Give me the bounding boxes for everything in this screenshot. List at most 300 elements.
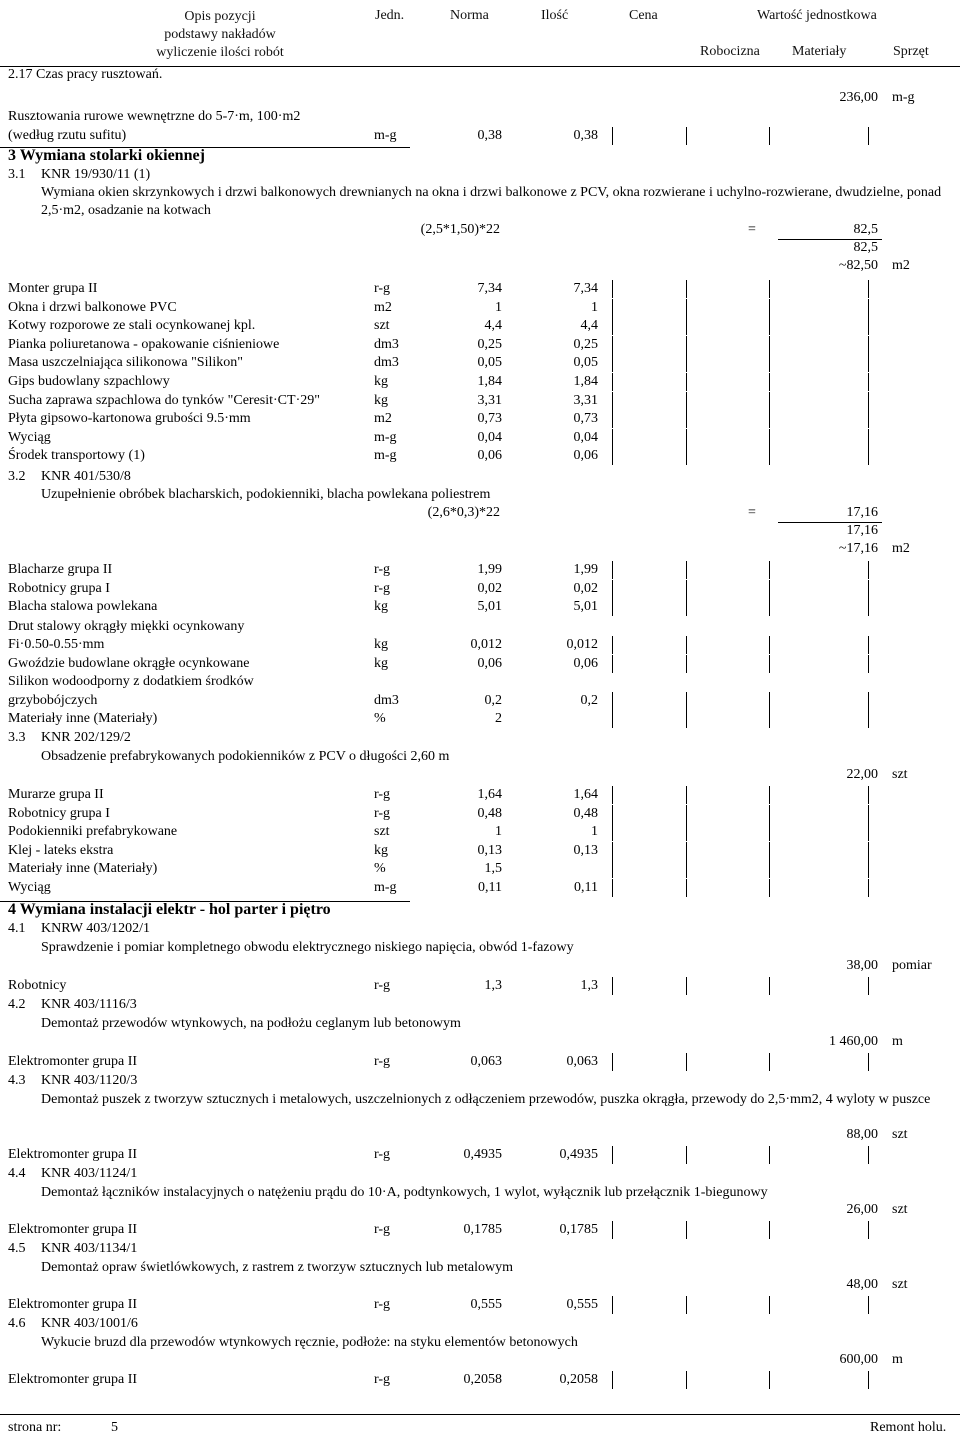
price-cell xyxy=(612,655,613,673)
item-quantity-unit: pomiar xyxy=(892,958,932,973)
table-row xyxy=(0,710,960,728)
row-unit: r-g xyxy=(374,281,391,296)
price-cell xyxy=(612,127,613,145)
price-cell xyxy=(868,786,869,804)
table-row xyxy=(0,655,960,673)
row-quantity: 0,2 xyxy=(580,693,598,708)
item-2-17: 2.17 Czas pracy rusztowań. xyxy=(8,67,163,82)
price-cell xyxy=(612,977,613,995)
row-quantity: 7,34 xyxy=(573,281,598,296)
header-materials: Materiały xyxy=(792,44,847,59)
price-cell xyxy=(868,805,869,823)
row-quantity: 0,73 xyxy=(573,411,598,427)
row-norm: 0,38 xyxy=(477,128,502,143)
table-row xyxy=(0,317,960,335)
row-label: Elektromonter grupa II xyxy=(8,1372,138,1387)
row-unit: szt xyxy=(374,318,390,334)
row-unit: m-g xyxy=(374,128,397,143)
row-label: Wyciąg xyxy=(8,880,51,895)
price-cell xyxy=(769,410,770,428)
company-label: Remont holu. xyxy=(870,1420,947,1435)
price-cell xyxy=(686,1146,687,1164)
price-cell xyxy=(612,336,613,354)
price-cell xyxy=(868,860,869,878)
row-quantity: 0,06 xyxy=(573,448,598,464)
row-quantity: 0,4935 xyxy=(559,1147,598,1162)
item-number: 4.4 xyxy=(8,1166,26,1181)
table-row xyxy=(0,373,960,391)
item-number: 4.5 xyxy=(8,1241,26,1256)
item-code: KNR 403/1120/3 xyxy=(41,1073,138,1088)
price-cell xyxy=(868,373,869,391)
row-quantity: 0,04 xyxy=(573,429,598,445)
price-cell xyxy=(769,977,770,995)
calc-result: 82,5 xyxy=(853,222,878,237)
row-quantity: 0,06 xyxy=(573,656,598,671)
header-equipment: Sprzęt xyxy=(893,44,929,59)
price-cell xyxy=(868,127,869,145)
price-cell xyxy=(769,392,770,410)
row-quantity: 0,012 xyxy=(566,637,598,652)
row-quantity: 0,25 xyxy=(573,336,598,352)
row-label: Sucha zaprawa szpachlowa do tynków "Ceresit·CT·29" xyxy=(8,392,320,408)
table-row xyxy=(0,692,960,710)
row-norm: 5,01 xyxy=(477,599,502,615)
row-unit: r-g xyxy=(374,1372,391,1387)
row-label: Elektromonter grupa II xyxy=(8,1054,138,1069)
header-unit-value: Wartość jednostkowa xyxy=(757,8,877,23)
row-label: Robotnicy grupa I xyxy=(8,805,110,821)
price-cell xyxy=(686,842,687,860)
row-label: grzybobójczych xyxy=(8,693,98,708)
row-norm: 0,02 xyxy=(477,580,502,596)
row-quantity: 5,01 xyxy=(573,599,598,615)
row-norm: 0,2058 xyxy=(463,1372,502,1387)
item-number: 4.3 xyxy=(8,1073,26,1088)
price-cell xyxy=(612,598,613,616)
price-cell xyxy=(769,299,770,317)
price-cell xyxy=(769,561,770,579)
price-cell xyxy=(686,127,687,145)
header-desc-line2: podstawy nakładów xyxy=(164,27,276,42)
header-desc-line1: Opis pozycji xyxy=(184,9,256,24)
price-cell xyxy=(686,860,687,878)
row-quantity: 1,3 xyxy=(580,978,598,993)
price-cell xyxy=(868,429,869,447)
row-label: Gips budowlany szpachlowy xyxy=(8,374,170,389)
price-cell xyxy=(612,786,613,804)
item-code: KNR 19/930/11 (1) xyxy=(41,167,151,182)
price-cell xyxy=(612,1221,613,1239)
section-title: 4 Wymiana instalacji elektr - hol parter i piętro xyxy=(8,901,331,918)
price-cell xyxy=(769,655,770,673)
header-price: Cena xyxy=(629,8,658,23)
row-quantity: 0,555 xyxy=(566,1297,598,1312)
item-quantity: 600,00 xyxy=(839,1352,878,1367)
table-row xyxy=(0,1371,960,1389)
table-row xyxy=(0,580,960,598)
table-row xyxy=(0,977,960,995)
row-norm: 0,11 xyxy=(478,880,502,895)
price-cell xyxy=(612,1296,613,1314)
row-label: Środek transportowy (1) xyxy=(8,448,145,464)
row-label: Elektromonter grupa II xyxy=(8,1222,138,1237)
row-unit: kg xyxy=(374,637,388,652)
row-label: Elektromonter grupa II xyxy=(8,1147,138,1162)
price-cell xyxy=(686,879,687,897)
price-cell xyxy=(769,317,770,335)
table-row xyxy=(0,805,960,823)
row-unit: m2 xyxy=(374,299,392,315)
row-label: Materiały inne (Materiały) xyxy=(8,711,158,726)
row-unit: r-g xyxy=(374,1147,391,1162)
item-description: Demontaż łączników instalacyjnych o natężeniu prądu do 10·A, podtynkowych, 1 wylot, wyłącznik lub przełącznik 1-biegunowy xyxy=(41,1185,768,1200)
calc-total: ~17,16 xyxy=(838,541,878,556)
price-cell xyxy=(612,373,613,391)
row-norm: 0,73 xyxy=(477,411,502,427)
price-cell xyxy=(612,299,613,317)
price-cell xyxy=(686,580,687,598)
price-cell xyxy=(868,1296,869,1314)
price-cell xyxy=(612,860,613,878)
item-quantity-unit: szt xyxy=(892,1202,908,1217)
price-cell xyxy=(769,354,770,372)
row-norm: 0,05 xyxy=(477,355,502,371)
price-cell xyxy=(686,1371,687,1389)
calc-unit: m2 xyxy=(892,541,910,556)
price-cell xyxy=(686,1221,687,1239)
price-cell xyxy=(612,805,613,823)
price-cell xyxy=(868,1221,869,1239)
price-cell xyxy=(612,392,613,410)
item-number: 4.1 xyxy=(8,921,26,936)
price-cell xyxy=(868,354,869,372)
price-cell xyxy=(868,823,869,841)
header-desc-line3: wyliczenie ilości robót xyxy=(156,45,284,60)
item-code: KNR 202/129/2 xyxy=(41,730,131,745)
price-cell xyxy=(769,447,770,465)
row-label: Kotwy rozporowe ze stali ocynkowanej kpl. xyxy=(8,318,256,334)
row-unit: r-g xyxy=(374,978,391,993)
price-cell xyxy=(612,280,613,298)
row-norm: 4,4 xyxy=(484,318,502,334)
table-row xyxy=(0,1221,960,1239)
price-cell xyxy=(868,977,869,995)
table-row xyxy=(0,280,960,298)
row-label: Pianka poliuretanowa - opakowanie ciśnieniowe xyxy=(8,336,280,352)
item-number: 3.1 xyxy=(8,167,26,182)
item-code: KNR 403/1116/3 xyxy=(41,997,137,1012)
row-unit: kg xyxy=(374,656,388,671)
item-quantity: 26,00 xyxy=(846,1202,878,1217)
price-cell xyxy=(868,1371,869,1389)
row-norm: 0,012 xyxy=(470,637,502,652)
row-label: Podokienniki prefabrykowane xyxy=(8,824,178,840)
calc-sum: 17,16 xyxy=(846,523,878,538)
price-cell xyxy=(612,561,613,579)
price-cell xyxy=(769,860,770,878)
row-norm: 1,3 xyxy=(484,978,502,993)
price-cell xyxy=(868,336,869,354)
item-number: 4.6 xyxy=(8,1316,26,1331)
price-cell xyxy=(868,598,869,616)
row-unit: m-g xyxy=(374,880,397,895)
item-quantity: 236,00 xyxy=(839,90,878,105)
price-cell xyxy=(612,823,613,841)
item-quantity-unit: m xyxy=(892,1034,903,1049)
row-unit: kg xyxy=(374,392,388,408)
price-cell xyxy=(686,1053,687,1071)
row-unit: m-g xyxy=(374,429,397,445)
item-quantity: 48,00 xyxy=(846,1277,878,1292)
price-cell xyxy=(612,317,613,335)
item-code: KNR 403/1134/1 xyxy=(41,1241,138,1256)
row-unit: kg xyxy=(374,599,388,615)
row-label: Drut stalowy okrągły miękki ocynkowany xyxy=(8,619,245,634)
price-cell xyxy=(686,317,687,335)
price-cell xyxy=(612,447,613,465)
row-quantity: 1,64 xyxy=(573,787,598,802)
table-row xyxy=(0,127,960,145)
item-quantity-unit: szt xyxy=(892,767,908,782)
price-cell xyxy=(769,1221,770,1239)
price-cell xyxy=(868,879,869,897)
price-cell xyxy=(769,879,770,897)
price-cell xyxy=(769,580,770,598)
item-quantity: 38,00 xyxy=(846,958,878,973)
row-quantity: 1 xyxy=(591,299,598,315)
row-label: Okna i drzwi balkonowe PVC xyxy=(8,299,177,315)
page-number: 5 xyxy=(111,1420,118,1435)
row-label: Robotnicy grupa I xyxy=(8,580,110,596)
row-norm: 0,2 xyxy=(484,693,502,708)
row-quantity: 1 xyxy=(591,824,598,840)
item-code: KNR 401/530/8 xyxy=(41,469,131,484)
price-cell xyxy=(686,429,687,447)
price-cell xyxy=(769,786,770,804)
row-quantity: 0,11 xyxy=(574,880,598,895)
row-quantity: 0,1785 xyxy=(559,1222,598,1237)
row-norm: 1,64 xyxy=(477,787,502,802)
price-cell xyxy=(868,842,869,860)
price-cell xyxy=(769,598,770,616)
item-description: Uzupełnienie obróbek blacharskich, podokienniki, blacha powlekana poliestrem xyxy=(41,487,491,502)
row-norm: 0,13 xyxy=(477,842,502,858)
price-cell xyxy=(612,692,613,710)
item-quantity: 88,00 xyxy=(846,1127,878,1142)
row-norm: 0,48 xyxy=(477,805,502,821)
table-row xyxy=(0,354,960,372)
row-norm: 1,99 xyxy=(477,562,502,577)
row-label: Elektromonter grupa II xyxy=(8,1297,138,1312)
price-cell xyxy=(686,561,687,579)
row-unit: r-g xyxy=(374,580,391,596)
row-label: Silikon wodoodporny z dodatkiem środków xyxy=(8,674,254,689)
item-description: Wykucie bruzd dla przewodów wtynkowych ręcznie, podłoże: na styku elementów betonowych xyxy=(41,1335,578,1350)
row-unit: szt xyxy=(374,824,390,840)
price-cell xyxy=(612,1053,613,1071)
price-cell xyxy=(686,786,687,804)
row-label: Blacha stalowa powlekana xyxy=(8,599,158,615)
row-unit: r-g xyxy=(374,1222,391,1237)
item-description: Sprawdzenie i pomiar kompletnego obwodu elektrycznego niskiego napięcia, obwód 1-fazowy xyxy=(41,940,574,955)
row-norm: 2 xyxy=(495,711,502,726)
calc-formula: (2,6*0,3)*22 xyxy=(427,505,500,520)
price-cell xyxy=(686,392,687,410)
price-cell xyxy=(868,280,869,298)
row-label: Masa uszczelniająca silikonowa "Silikon" xyxy=(8,355,243,371)
header-norm: Norma xyxy=(450,8,489,23)
price-cell xyxy=(612,636,613,654)
price-cell xyxy=(686,805,687,823)
price-cell xyxy=(769,636,770,654)
item-quantity: 22,00 xyxy=(846,767,878,782)
row-norm: 1 xyxy=(495,299,502,315)
price-cell xyxy=(686,410,687,428)
row-norm: 1,5 xyxy=(484,861,502,877)
price-cell xyxy=(612,580,613,598)
row-unit: m-g xyxy=(374,448,397,464)
table-row xyxy=(0,786,960,804)
price-cell xyxy=(686,655,687,673)
price-cell xyxy=(612,879,613,897)
price-cell xyxy=(868,299,869,317)
item-quantity-unit: szt xyxy=(892,1277,908,1292)
table-row xyxy=(0,636,960,654)
row-label: Murarze grupa II xyxy=(8,787,104,802)
price-cell xyxy=(612,710,613,728)
row-norm: 0,04 xyxy=(477,429,502,445)
price-cell xyxy=(686,636,687,654)
table-row xyxy=(0,410,960,428)
price-cell xyxy=(868,410,869,428)
item-description: Demontaż puszek z tworzyw sztucznych i metalowych, uszczelnionych z odłączeniem przewodów, puszka okrągła, przewody do 2,5·mm2, 4 wyloty w puszce xyxy=(41,1092,931,1107)
row-label: Monter grupa II xyxy=(8,281,98,296)
section-rule xyxy=(0,147,410,148)
row-norm: 7,34 xyxy=(477,281,502,296)
calc-result: 17,16 xyxy=(846,505,878,520)
footer-divider xyxy=(0,1414,960,1415)
row-norm: 0,1785 xyxy=(463,1222,502,1237)
table-row xyxy=(0,429,960,447)
table-row xyxy=(0,842,960,860)
price-cell xyxy=(686,354,687,372)
price-cell xyxy=(769,805,770,823)
price-cell xyxy=(868,317,869,335)
price-cell xyxy=(612,410,613,428)
price-cell xyxy=(769,1371,770,1389)
price-cell xyxy=(868,710,869,728)
price-cell xyxy=(686,1296,687,1314)
table-row xyxy=(0,860,960,878)
price-cell xyxy=(686,598,687,616)
price-cell xyxy=(769,1146,770,1164)
row-unit: r-g xyxy=(374,1054,391,1069)
calc-equals: = xyxy=(748,505,756,520)
table-row xyxy=(0,392,960,410)
item-code: KNR 403/1001/6 xyxy=(41,1316,138,1331)
row-unit: r-g xyxy=(374,1297,391,1312)
row-unit: dm3 xyxy=(374,336,399,352)
row-norm: 0,4935 xyxy=(463,1147,502,1162)
price-cell xyxy=(686,280,687,298)
price-cell xyxy=(769,127,770,145)
row-unit: r-g xyxy=(374,805,391,821)
row-label: (według rzutu sufitu) xyxy=(8,128,127,143)
table-row xyxy=(0,1146,960,1164)
price-cell xyxy=(769,280,770,298)
price-cell xyxy=(686,823,687,841)
section-title: 3 Wymiana stolarki okiennej xyxy=(8,147,205,164)
row-norm: 0,06 xyxy=(477,448,502,464)
row-unit: r-g xyxy=(374,787,391,802)
table-row xyxy=(0,598,960,616)
item-description: Wymiana okien skrzynkowych i drzwi balkonowych drewnianych na okna i drzwi balkonowe z PCV, okna rozwierane i uchylno-rozwierane, dwudzielne, ponad 2,5·m2, osadzanie na kotwach xyxy=(41,185,942,218)
calc-total: ~82,50 xyxy=(838,258,878,273)
table-row xyxy=(0,1296,960,1314)
price-cell xyxy=(868,392,869,410)
item-description: Demontaż przewodów wtynkowych, na podłożu ceglanym lub betonowym xyxy=(41,1016,461,1031)
row-norm: 1,84 xyxy=(477,374,502,389)
row-quantity: 0,38 xyxy=(573,128,598,143)
row-unit: kg xyxy=(374,374,388,389)
row-unit: m2 xyxy=(374,411,392,427)
header-description xyxy=(140,8,300,62)
row-quantity: 0,13 xyxy=(573,842,598,858)
price-cell xyxy=(769,1296,770,1314)
price-cell xyxy=(686,373,687,391)
page-number-label: strona nr: xyxy=(8,1420,62,1435)
price-cell xyxy=(612,429,613,447)
item-description: Rusztowania rurowe wewnętrzne do 5-7·m, 100·m2 xyxy=(8,109,301,124)
price-cell xyxy=(612,1371,613,1389)
price-cell xyxy=(769,842,770,860)
item-description: Obsadzenie prefabrykowanych podokienników z PCV o długości 2,60 m xyxy=(41,749,450,764)
item-number: 3.3 xyxy=(8,730,26,745)
price-cell xyxy=(686,336,687,354)
item-code: KNRW 403/1202/1 xyxy=(41,921,151,936)
table-header xyxy=(0,0,960,70)
price-cell xyxy=(769,710,770,728)
price-cell xyxy=(769,692,770,710)
row-norm: 3,31 xyxy=(477,392,502,408)
row-unit: dm3 xyxy=(374,355,399,371)
row-quantity: 0,2058 xyxy=(559,1372,598,1387)
calc-formula: (2,5*1,50)*22 xyxy=(420,222,500,237)
row-quantity: 4,4 xyxy=(580,318,598,334)
table-row xyxy=(0,299,960,317)
price-cell xyxy=(868,655,869,673)
table-row xyxy=(0,447,960,465)
item-quantity: 1 460,00 xyxy=(829,1034,878,1049)
item-number: 3.2 xyxy=(8,469,26,484)
item-quantity-unit: m-g xyxy=(892,90,915,105)
calc-sum: 82,5 xyxy=(853,240,878,255)
row-unit: kg xyxy=(374,842,388,858)
price-cell xyxy=(868,561,869,579)
section-rule xyxy=(0,901,410,902)
header-labor: Robocizna xyxy=(700,44,760,59)
calc-equals: = xyxy=(748,222,756,237)
price-cell xyxy=(686,977,687,995)
row-label: Fi·0.50-0.55·mm xyxy=(8,637,105,652)
price-cell xyxy=(868,692,869,710)
price-cell xyxy=(868,447,869,465)
table-row xyxy=(0,879,960,897)
row-unit: % xyxy=(374,861,386,877)
row-unit: r-g xyxy=(374,562,391,577)
row-unit: dm3 xyxy=(374,693,399,708)
